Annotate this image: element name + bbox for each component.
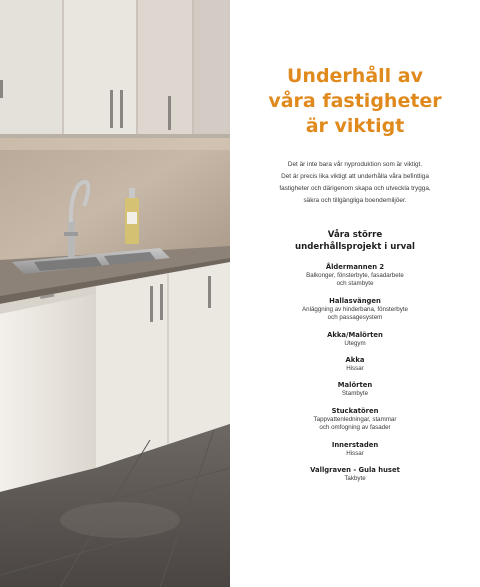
headline-line: våra fastigheter xyxy=(268,90,442,112)
project-name: Åldermannen 2 xyxy=(325,263,385,271)
article-column xyxy=(230,0,480,587)
list-item xyxy=(230,263,480,289)
project-desc-line: Hissar xyxy=(346,449,364,457)
subheading-line: underhållsprojekt i urval xyxy=(295,242,415,252)
project-description xyxy=(230,365,480,373)
list-item xyxy=(230,381,480,398)
project-desc-line: och stambyte xyxy=(336,280,374,288)
project-desc-line: Hissar xyxy=(346,365,364,373)
intro-line: säkra och tillgängliga boendemiljöer. xyxy=(303,197,407,204)
project-name: Innerstaden xyxy=(331,440,379,449)
project-desc-line: och passagesystem xyxy=(327,314,383,322)
project-name: Malörten xyxy=(337,381,373,390)
list-item xyxy=(230,466,480,483)
headline-line: är viktigt xyxy=(305,115,405,137)
project-description xyxy=(230,306,480,323)
dishwasher xyxy=(0,286,96,492)
intro-line: Det är inte bara vår nyproduktion som är viktigt. xyxy=(287,161,423,168)
project-desc-line: och omfogning av fasader xyxy=(319,424,391,432)
project-desc-line: Stambyte xyxy=(341,390,369,398)
project-desc-line: Tappvattenledningar, stammar xyxy=(313,415,397,423)
list-item xyxy=(230,441,480,458)
project-description xyxy=(230,340,480,348)
project-name: Hallasvängen xyxy=(329,296,381,305)
project-name: Stuckatören xyxy=(331,406,379,415)
list-item xyxy=(230,331,480,348)
list-item xyxy=(230,356,480,373)
project-name: Akka xyxy=(345,356,365,365)
list-item xyxy=(230,407,480,433)
project-description xyxy=(230,416,480,433)
article-headline xyxy=(230,64,480,139)
project-name: Akka/Malörten xyxy=(327,330,383,339)
project-name: Vallgraven - Gula huset xyxy=(310,466,400,475)
project-description xyxy=(230,450,480,458)
upper-cabinets xyxy=(0,0,230,138)
headline-line: Underhåll av xyxy=(286,65,423,87)
project-description xyxy=(230,475,480,483)
projects-subheading xyxy=(230,229,480,253)
intro-line: Det är precis lika viktigt att underhålla våra befintliga xyxy=(281,173,429,180)
article-intro xyxy=(254,159,456,207)
subheading-line: Våra större xyxy=(327,230,383,240)
project-description xyxy=(230,390,480,398)
project-description xyxy=(230,272,480,289)
project-desc-line: Utegym xyxy=(344,339,366,347)
project-desc-line: Anläggning av hinderbana, fönsterbyte xyxy=(302,305,408,313)
intro-line: fastigheter och därigenom skapa och utveckla trygga, xyxy=(279,185,431,192)
project-desc-line: Balkonger, fönsterbyte, fasadarbete xyxy=(306,272,404,279)
list-item xyxy=(230,297,480,323)
project-list xyxy=(230,263,480,491)
kitchen-photo xyxy=(0,0,230,587)
project-desc-line: Takbyte xyxy=(344,475,366,483)
